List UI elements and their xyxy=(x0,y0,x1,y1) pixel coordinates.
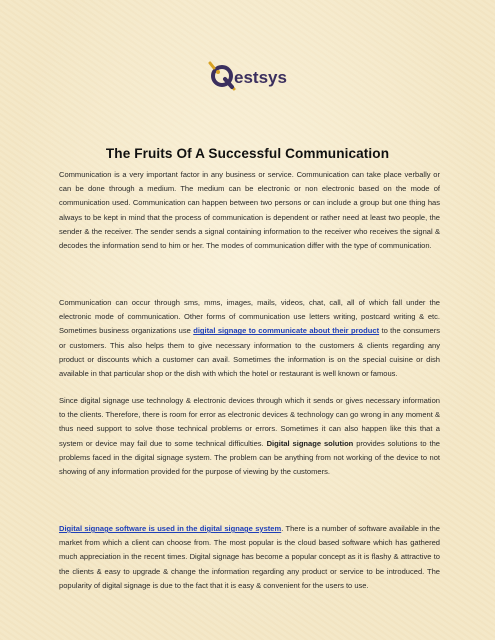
paragraph-2 xyxy=(59,296,440,381)
paragraph-3 xyxy=(59,394,440,479)
paragraph-4-text-b: . There is a number of software available in the market from which a client can choose from. The most popular is the cloud based software which has gathered much appreciation in the recent times. Digital signage has become a popular concept as it is flashy & attractive to the clients & easy to upgrade & change the information regarding any product or service to be introduced. The popularity of digital signage is due to the fact that it is easy & convenient for the users to use. xyxy=(59,524,440,590)
paragraph-2-text-a: Communication can occur through sms, mms, images, mails, videos, chat, call, all of which fall under the electronic mode of communication. Other forms of communication use letters writing, postcard writing & etc. Sometimes business organizations use xyxy=(59,298,440,336)
paragraph-4 xyxy=(59,522,440,593)
digital-signage-software-link[interactable]: Digital signage software is used in the digital signage system xyxy=(59,524,282,533)
q-letter-logo-icon xyxy=(208,59,292,97)
digital-signage-link[interactable]: digital signage to communicate about their product xyxy=(193,326,380,336)
paragraph-1 xyxy=(59,168,440,253)
company-logo xyxy=(208,59,292,97)
document-title: The Fruits Of A Successful Communication xyxy=(105,146,390,161)
digital-signage-solution-bold: Digital signage solution xyxy=(266,438,354,448)
paragraph-2-text-b: to the consumers or customers. This also helps them to give necessary information to the customers & clients regarding any product or discounts which a customer can avail. Sometimes the information is on the special cuisine or dish available in that particular shop or the dish with which the hotel or restaurant is well known or famous. xyxy=(59,326,440,379)
logo-text: estsys xyxy=(234,68,287,87)
paragraph-3-text-b: provides solutions to the problems faced in the digital signage system. The problem can be anything from not working of the device to not showing of any information provided for the purpose of viewing by the customers. xyxy=(59,438,440,477)
paragraph-1-text: Communication is a very important factor in any business or service. Communication can take place verbally or can be done through a medium. The medium can be electronic or non electronic based on the mode of communication used. Communication can happen between two persons or can include a group but one thing has always to be kept in mind that the process of communication is dependent or rather need at least two people, the sender & the receiver. The sender sends a signal containing information to the receiver who receives the signal & decodes the information send to him or her. The modes of communication differ with the type of communication. xyxy=(59,170,440,251)
paragraph-3-text-a: Since digital signage use technology & electronic devices through which it sends or gives necessary information to the clients. Therefore, there is room for error as electronic devices & technology can go wrong in any moment & thus need support to solve those technical problems or errors. Sometimes it can also happen like this that a system or device may fail due to some technical difficulties. xyxy=(59,396,440,448)
